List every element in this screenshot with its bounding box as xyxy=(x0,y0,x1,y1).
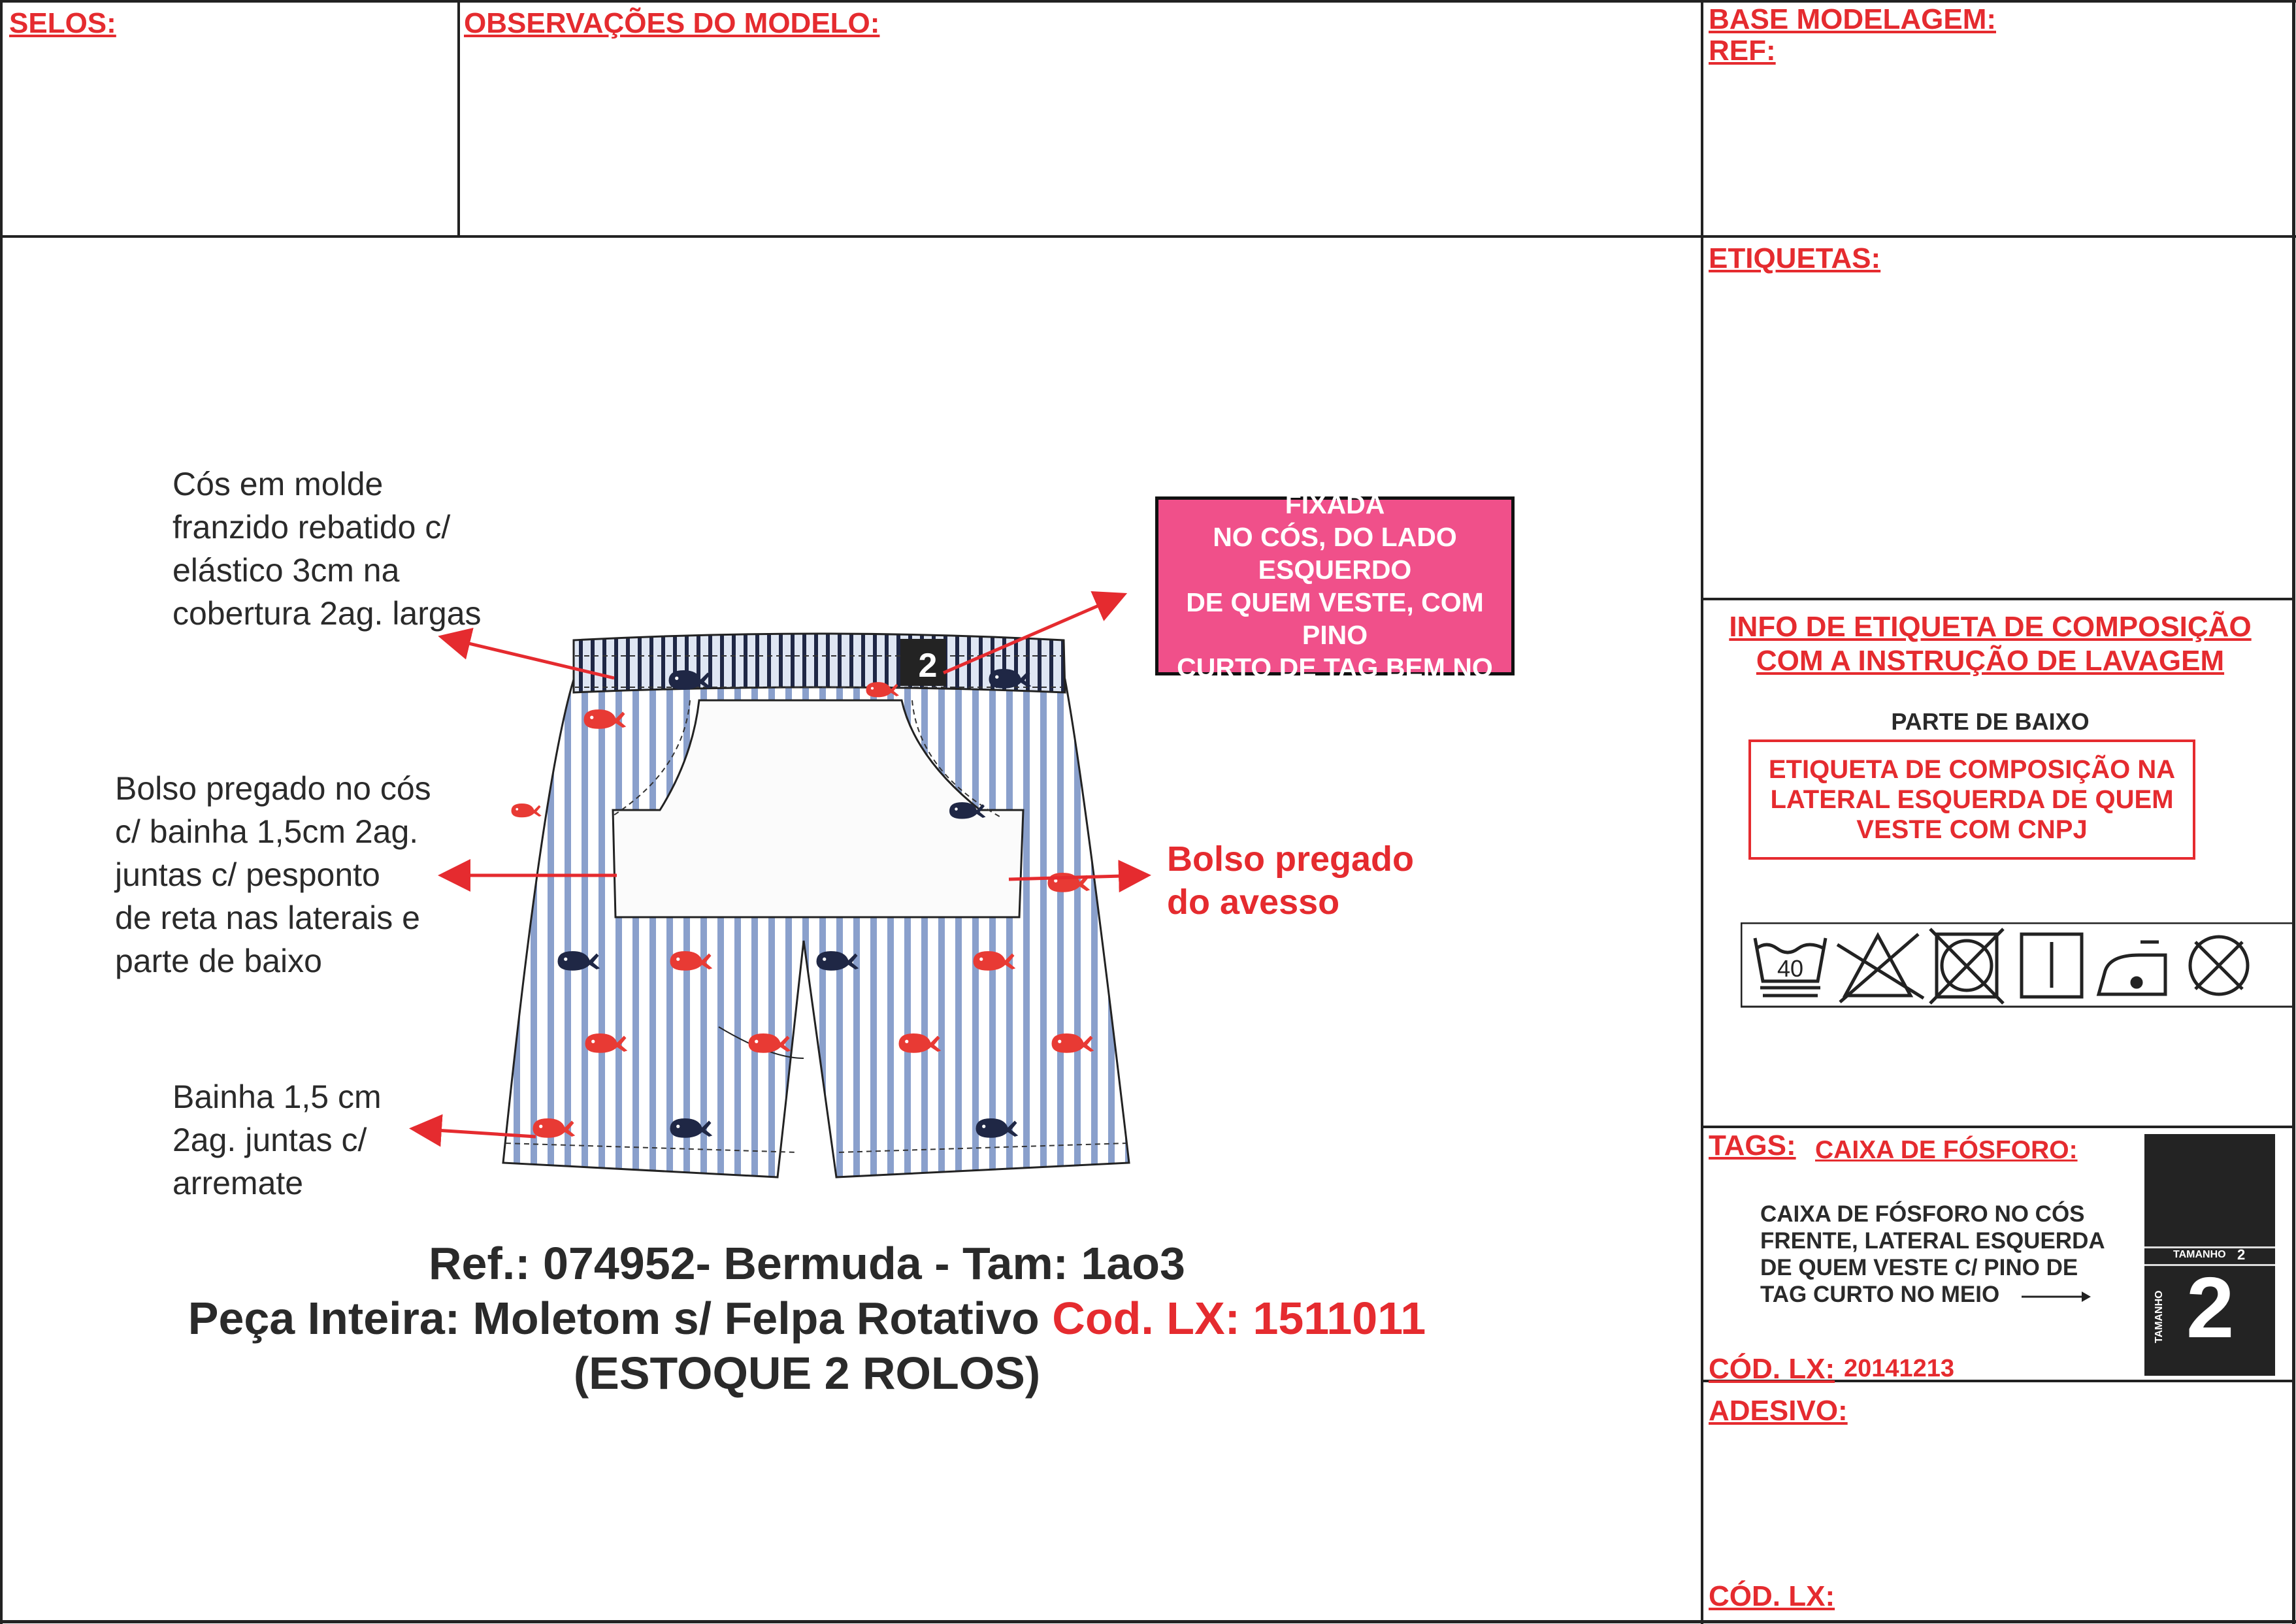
tag-card-number: 2 xyxy=(2186,1259,2235,1356)
matchbox-note-line: DE QUEM VESTE, COM PINO xyxy=(1186,587,1484,650)
no-dry-clean-icon xyxy=(2190,937,2248,994)
title-line-3: (ESTOQUE 2 ROLOS) xyxy=(573,1348,1041,1399)
tag-card-band-number: 2 xyxy=(2237,1246,2246,1263)
cos-line: cobertura 2ag. largas xyxy=(172,595,482,632)
observacoes-label: OBSERVAÇÕES DO MODELO: xyxy=(464,7,880,39)
caixa-fosforo-label: CAIXA DE FÓSFORO: xyxy=(1815,1136,2078,1164)
title-line-1: Ref.: 074952- Bermuda - Tam: 1ao3 xyxy=(428,1238,1185,1289)
care-symbols xyxy=(1741,922,2296,1010)
waist-tag-number: 2 xyxy=(918,647,938,685)
cod-lx-label: CÓD. LX: xyxy=(1709,1353,1835,1385)
title-line-2-fabric: Peça Inteira: Moletom s/ Felpa Rotativo xyxy=(188,1293,1053,1344)
matchbox-note-line: NO CÓS, DO LADO ESQUERDO xyxy=(1213,522,1457,585)
bolso-line: Bolso pregado no cós xyxy=(115,770,431,807)
selos-label: SELOS: xyxy=(9,7,116,39)
bolso-line: c/ bainha 1,5cm 2ag. xyxy=(115,813,419,850)
tag-instructions xyxy=(1760,1201,2152,1308)
matchbox-note-line: CAIXA DE FÓSFORO FIXADA xyxy=(1201,457,1469,519)
parte-de-baixo-label: PARTE DE BAIXO xyxy=(1891,708,2090,735)
tag-line: CAIXA DE FÓSFORO NO CÓS xyxy=(1760,1201,2085,1227)
etiquetas-divider xyxy=(1701,598,2295,600)
bainha-line: 2ag. juntas c/ xyxy=(172,1122,367,1158)
cod-lx-bottom-label: CÓD. LX: xyxy=(1709,1580,1835,1612)
etiquetas-label: ETIQUETAS: xyxy=(1709,242,1881,274)
tag-line: TAG CURTO NO MEIO xyxy=(1760,1282,2000,1307)
tag-arrow xyxy=(2022,1287,2093,1307)
bolso-avesso-line: do avesso xyxy=(1167,883,1340,922)
bolso-avesso-line: Bolso pregado xyxy=(1167,839,1415,879)
info-divider xyxy=(1701,1126,2295,1128)
no-tumble-dry-icon xyxy=(1930,929,2003,1003)
bolso-line: juntas c/ pesponto xyxy=(115,856,380,893)
composition-label-box xyxy=(1748,739,2195,860)
title-line-2-code: Cod. LX: 1511011 xyxy=(1052,1293,1426,1344)
frame-bottom xyxy=(0,1620,2296,1623)
cod-lx-value: 20141213 xyxy=(1844,1355,1955,1382)
cos-line: elástico 3cm na xyxy=(172,552,400,589)
composition-line: ETIQUETA DE COMPOSIÇÃO NA xyxy=(1768,755,2176,784)
iron-low-icon xyxy=(2099,942,2165,994)
wash-temp-text: 40 xyxy=(1777,955,1804,982)
base-modelagem-label: BASE MODELAGEM: xyxy=(1709,3,1996,35)
bolso-line: parte de baixo xyxy=(115,943,322,979)
matchbox-note-line: CURTO DE TAG BEM NO CENTRO xyxy=(1177,653,1493,715)
tags-label: TAGS: xyxy=(1709,1129,1796,1161)
no-bleach-icon xyxy=(1837,934,1924,1002)
tag-line: DE QUEM VESTE C/ PINO DE xyxy=(1760,1255,2078,1280)
info-title-line2: COM A INSTRUÇÃO DE LAVAGEM xyxy=(1756,645,2225,677)
adesivo-label: ADESIVO: xyxy=(1709,1395,1848,1427)
ref-label: REF: xyxy=(1709,35,1776,67)
info-title-line1: INFO DE ETIQUETA DE COMPOSIÇÃO xyxy=(1729,611,2252,643)
cos-line: franzido rebatido c/ xyxy=(172,509,451,545)
tag-line: FRENTE, LATERAL ESQUERDA xyxy=(1760,1228,2105,1254)
line-dry-icon xyxy=(2022,934,2082,997)
bainha-line: arremate xyxy=(172,1165,304,1201)
composition-line: VESTE COM CNPJ xyxy=(1856,815,2088,844)
title-line-2 xyxy=(0,1291,1614,1346)
matchbox-tag-card xyxy=(2144,1134,2275,1376)
composition-line: LATERAL ESQUERDA DE QUEM xyxy=(1770,785,2174,814)
tag-card-band-text: TAMANHO xyxy=(2173,1249,2226,1260)
tag-card-side-text: TAMANHO xyxy=(2154,1290,2165,1343)
bolso-line: de reta nas laterais e xyxy=(115,900,420,936)
cos-line: Cós em molde xyxy=(172,466,384,502)
bainha-line: Bainha 1,5 cm xyxy=(172,1079,382,1115)
